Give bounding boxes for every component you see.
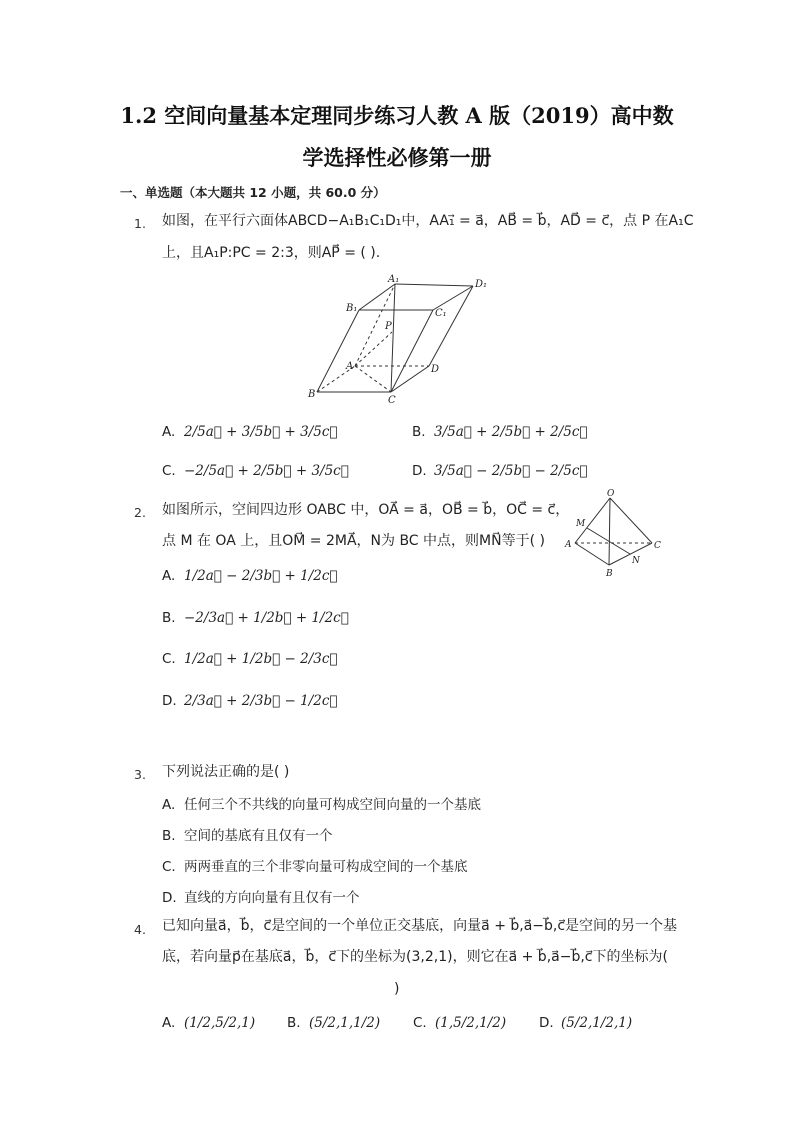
edge-a-b (575, 543, 609, 565)
edge-o-b (609, 498, 610, 565)
question-4-line-2: 底，若向量p⃗在基底a⃗，b⃗，c⃗下的坐标为(3,2,1)，则它在a⃗ + b⃗,a⃗−b⃗,c⃗下的坐标为( (162, 949, 668, 965)
label-n: N (632, 556, 640, 566)
question-1-line-2: 上，且A₁P:PC = 2:3，则AP⃗ = ( ). (162, 245, 381, 261)
question-2-option-d[interactable] (162, 693, 338, 709)
question-3-option-b[interactable] (162, 824, 333, 844)
option-text: 直线的方向向量有且仅有一个 (184, 890, 360, 906)
document-title-line-1: 1.2 空间向量基本定理同步练习人教 A 版（2019）高中数 (120, 103, 674, 128)
label-a: A (346, 361, 354, 372)
question-3-option-c[interactable] (162, 855, 468, 875)
edge-c-c1 (391, 310, 433, 392)
label-m: M (576, 519, 586, 529)
label-b: B (606, 569, 613, 579)
question-1-option-a[interactable] (162, 424, 338, 440)
label-o: O (607, 489, 615, 499)
option-text: 3/5a⃗ − 2/5b⃗ − 2/5c⃗ (434, 463, 588, 479)
option-label: B. (162, 610, 176, 626)
label-a: A (565, 540, 572, 550)
option-label: C. (162, 463, 176, 479)
label-c1: C₁ (435, 308, 447, 319)
label-c: C (654, 541, 661, 551)
option-label: A. (162, 424, 176, 440)
label-d1: D₁ (475, 279, 488, 290)
edge-b-c (609, 543, 652, 565)
option-text: 3/5a⃗ + 2/5b⃗ + 2/5c⃗ (434, 424, 588, 440)
question-4-option-c[interactable] (413, 1015, 506, 1031)
question-4-option-b[interactable] (287, 1015, 380, 1031)
option-text: (1/2,5/2,1) (184, 1015, 256, 1031)
hidden-segment-a-p (355, 332, 392, 366)
question-1-option-d[interactable] (412, 463, 588, 479)
section-heading: 一、单选题（本大题共 12 小题，共 60.0 分） (120, 185, 386, 200)
option-label: C. (413, 1015, 427, 1031)
option-text: 2/5a⃗ + 3/5b⃗ + 3/5c⃗ (184, 424, 338, 440)
question-4-option-a[interactable] (162, 1015, 255, 1031)
option-text: −2/3a⃗ + 1/2b⃗ + 1/2c⃗ (184, 610, 349, 626)
option-label: D. (162, 890, 177, 906)
edge-d-d1 (429, 286, 473, 366)
question-1-figure-parallelepiped (300, 272, 500, 407)
question-2-line-2: 点 M 在 OA 上，且OM⃗ = 2MA⃗，N为 BC 中点，则MN⃗等于( ) (162, 533, 545, 549)
option-label: B. (162, 828, 176, 844)
edge-a1-d1 (395, 284, 473, 286)
option-label: B. (412, 424, 426, 440)
option-label: A. (162, 1015, 176, 1031)
diagonal-a1-c (391, 284, 395, 392)
option-label: A. (162, 797, 176, 813)
edge-b-b1 (317, 310, 359, 392)
option-text: (1,5/2,1/2) (435, 1015, 507, 1031)
question-3-line-1: 下列说法正确的是( ) (162, 764, 290, 780)
document-title-line-2: 学选择性必修第一册 (302, 145, 492, 170)
question-1-option-c[interactable] (162, 463, 349, 479)
label-d: D (431, 364, 440, 375)
segment-m-n (587, 528, 630, 554)
option-text: 1/2a⃗ − 2/3b⃗ + 1/2c⃗ (184, 568, 338, 584)
question-2-figure-tetrahedron (560, 488, 670, 580)
question-1-line-1: 如图，在平行六面体ABCD−A₁B₁C₁D₁中，AA₁⃗ = a⃗，AB⃗ = b⃗，AD⃗ = c⃗，点 P 在A₁C (162, 213, 694, 229)
option-label: A. (162, 568, 176, 584)
option-label: B. (287, 1015, 301, 1031)
option-text: (5/2,1/2,1) (561, 1015, 633, 1031)
question-3-option-a[interactable] (162, 793, 481, 813)
label-a1: A₁ (388, 274, 400, 285)
edge-c-d (391, 366, 429, 392)
question-4-option-d[interactable] (539, 1015, 632, 1031)
question-2-option-a[interactable] (162, 568, 338, 584)
question-1-option-b[interactable] (412, 424, 588, 440)
option-text: 1/2a⃗ + 1/2b⃗ − 2/3c⃗ (184, 651, 338, 667)
question-2-line-1: 如图所示，空间四边形 OABC 中，OA⃗ = a⃗，OB⃗ = b⃗，OC⃗ = c⃗， (162, 502, 570, 518)
label-c: C (388, 395, 396, 406)
option-label: C. (162, 651, 176, 667)
label-p: P (385, 321, 392, 332)
option-text: 两两垂直的三个非零向量可构成空间的一个基底 (184, 859, 468, 875)
question-3-option-d[interactable] (162, 886, 360, 906)
question-3-number: 3. (134, 767, 146, 782)
option-label: D. (412, 463, 427, 479)
question-2-option-b[interactable] (162, 610, 349, 626)
question-4-line-3: ) (394, 981, 400, 997)
question-4-number: 4. (134, 922, 146, 937)
option-label: D. (162, 693, 177, 709)
label-b: B (308, 389, 316, 400)
option-text: 2/3a⃗ + 2/3b⃗ − 1/2c⃗ (184, 693, 338, 709)
option-label: C. (162, 859, 176, 875)
option-text: (5/2,1,1/2) (309, 1015, 381, 1031)
option-text: 空间的基底有且仅有一个 (184, 828, 333, 844)
option-text: −2/5a⃗ + 2/5b⃗ + 3/5c⃗ (184, 463, 349, 479)
question-1-number: 1. (134, 216, 146, 231)
label-b1: B₁ (346, 303, 358, 314)
option-text: 任何三个不共线的向量可构成空间向量的一个基底 (184, 797, 481, 813)
edge-o-c (610, 498, 652, 543)
edge-d1-c1 (433, 286, 473, 310)
question-2-option-c[interactable] (162, 651, 338, 667)
question-4-line-1: 已知向量a⃗，b⃗，c⃗是空间的一个单位正交基底，向量a⃗ + b⃗,a⃗−b⃗,c⃗是空间的另一个基 (162, 918, 678, 934)
edge-b1-a1 (359, 284, 395, 310)
question-2-number: 2. (134, 505, 146, 520)
option-label: D. (539, 1015, 554, 1031)
hidden-segment-a-c (355, 366, 391, 392)
